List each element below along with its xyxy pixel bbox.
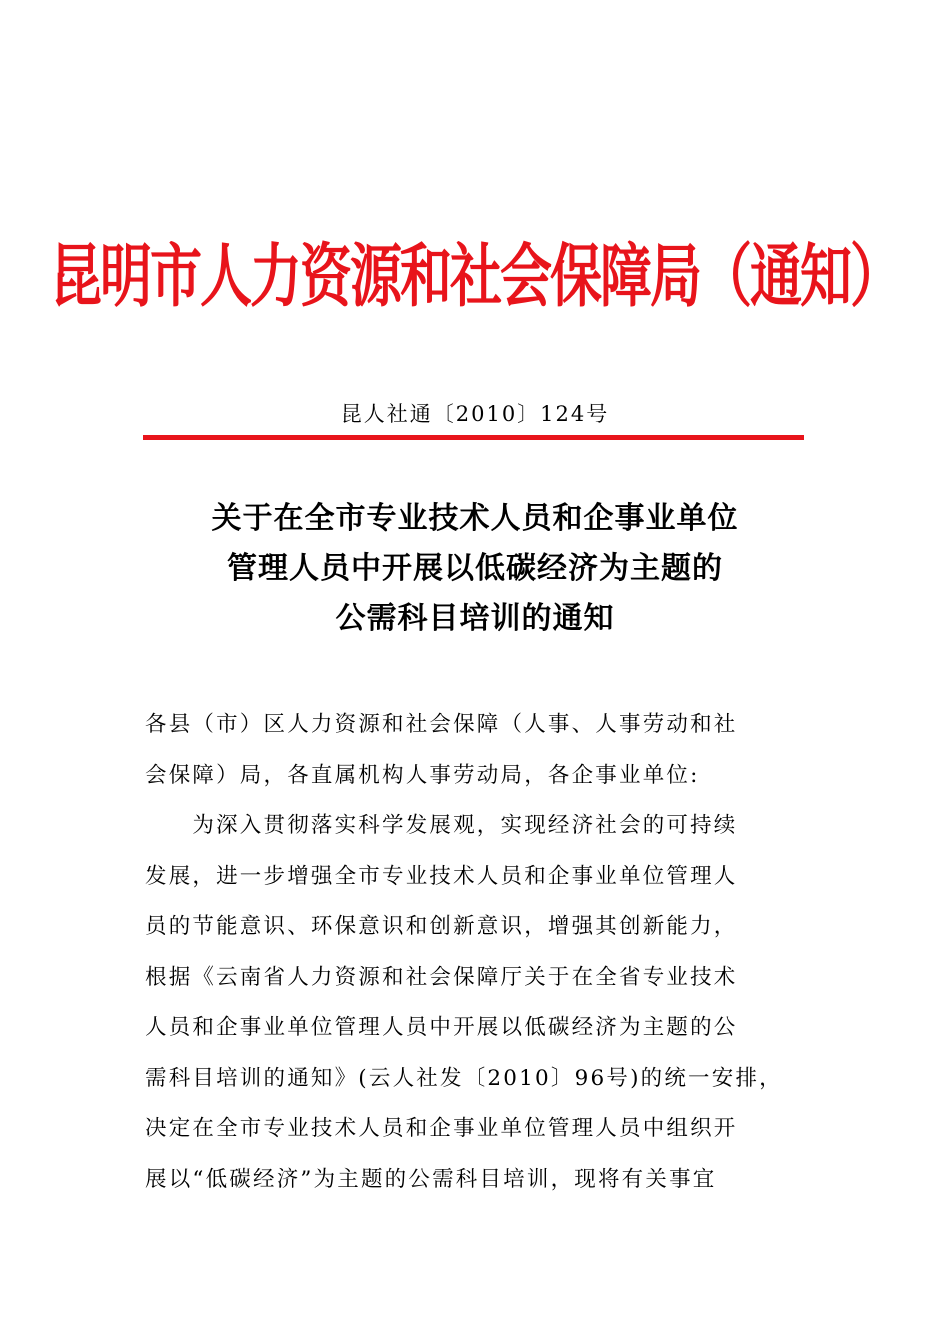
- notice-title-line: 关于在全市专业技术人员和企事业单位: [211, 501, 739, 536]
- notice-body: [145, 700, 810, 1205]
- body-line: 员的节能意识、环保意识和创新意识，增强其创新能力，: [145, 914, 738, 939]
- body-line: 为深入贯彻落实科学发展观，实现经济社会的可持续: [145, 813, 738, 838]
- body-line: 各县（市）区人力资源和社会保障（人事、人事劳动和社: [145, 712, 738, 737]
- body-line: 发展，进一步增强全市专业技术人员和企事业单位管理人: [145, 863, 738, 889]
- body-line: 需科目培训的通知》(云人社发〔2010〕96号)的统一安排，: [145, 1065, 783, 1091]
- notice-title-line: 管理人员中开展以低碳经济为主题的: [227, 551, 723, 586]
- agency-header-title: 昆明市人力资源和社会保障局（通知）: [49, 237, 900, 317]
- body-line: 决定在全市专业技术人员和企事业单位管理人员中组织开: [145, 1116, 738, 1141]
- body-line: 人员和企事业单位管理人员中开展以低碳经济为主题的公: [145, 1015, 738, 1040]
- notice-title-line: 公需科目培训的通知: [335, 601, 615, 636]
- body-line: 展以“低碳经济”为主题的公需科目培训，现将有关事宜: [145, 1166, 717, 1192]
- notice-title: [0, 494, 950, 644]
- red-divider-rule: [143, 435, 804, 440]
- body-line: 会保障）局，各直属机构人事劳动局，各企事业单位:: [145, 762, 700, 788]
- body-line: 根据《云南省人力资源和社会保障厅关于在全省专业技术: [145, 964, 738, 990]
- document-number: 昆人社通〔2010〕124号: [340, 402, 610, 426]
